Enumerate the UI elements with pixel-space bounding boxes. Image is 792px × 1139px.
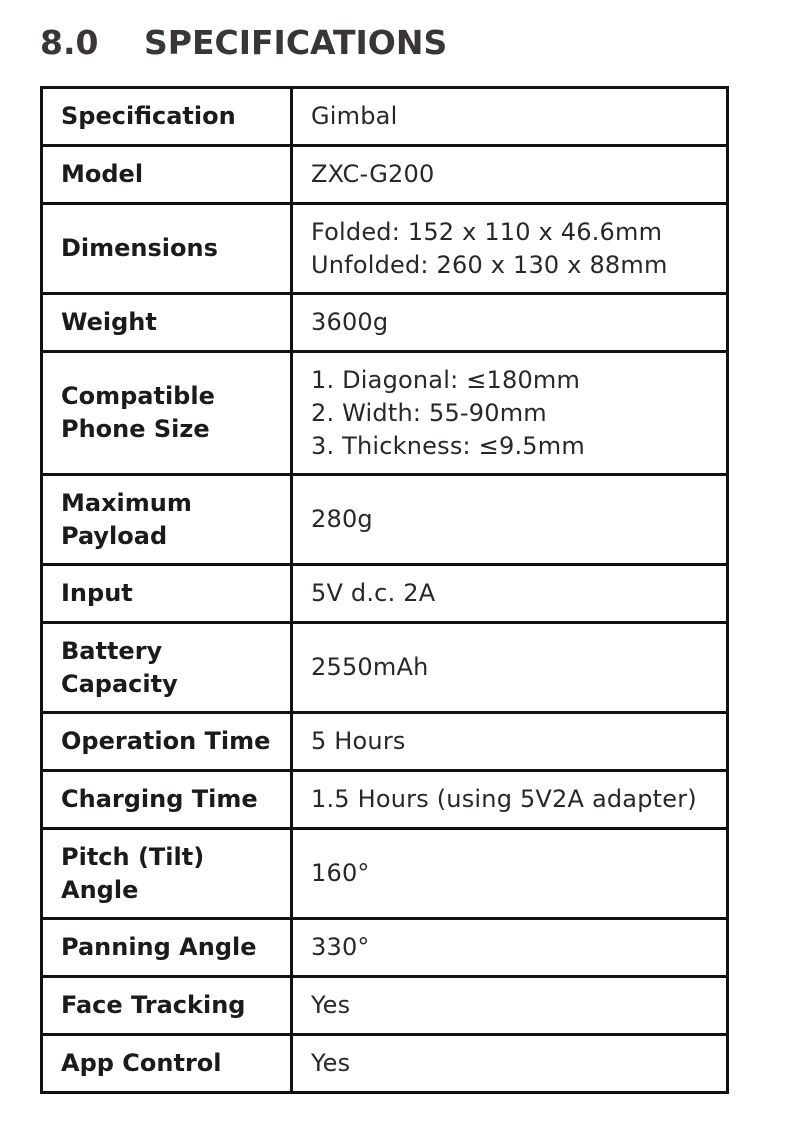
row-value: 1. Diagonal: ≤180mm 2. Width: 55-90mm 3. Thickness: ≤9.5mm bbox=[292, 352, 728, 475]
specifications-table bbox=[40, 86, 729, 1094]
row-value: Gimbal bbox=[292, 88, 728, 146]
section-title: SPECIFICATIONS bbox=[144, 23, 448, 62]
table-row bbox=[42, 565, 728, 623]
row-value: Yes bbox=[292, 977, 728, 1035]
row-label: App Control bbox=[42, 1035, 292, 1093]
table-row bbox=[42, 713, 728, 771]
row-value: 280g bbox=[292, 475, 728, 565]
table-row bbox=[42, 204, 728, 294]
row-value: 3600g bbox=[292, 294, 728, 352]
row-label: Maximum Payload bbox=[42, 475, 292, 565]
row-label: Compatible Phone Size bbox=[42, 352, 292, 475]
row-label: Panning Angle bbox=[42, 919, 292, 977]
row-value: 330° bbox=[292, 919, 728, 977]
row-label: Weight bbox=[42, 294, 292, 352]
row-value: Folded: 152 x 110 x 46.6mm Unfolded: 260 x 130 x 88mm bbox=[292, 204, 728, 294]
row-label: Model bbox=[42, 146, 292, 204]
table-row bbox=[42, 88, 728, 146]
row-value: 1.5 Hours (using 5V2A adapter) bbox=[292, 771, 728, 829]
section-number: 8.0 bbox=[40, 23, 99, 62]
row-label: Charging Time bbox=[42, 771, 292, 829]
table-row bbox=[42, 1035, 728, 1093]
table-row bbox=[42, 352, 728, 475]
row-label: Input bbox=[42, 565, 292, 623]
table-row bbox=[42, 771, 728, 829]
table-row bbox=[42, 146, 728, 204]
row-label: Specification bbox=[42, 88, 292, 146]
row-label: Pitch (Tilt) Angle bbox=[42, 829, 292, 919]
row-label: Battery Capacity bbox=[42, 623, 292, 713]
row-label: Face Tracking bbox=[42, 977, 292, 1035]
row-value: ZXC-G200 bbox=[292, 146, 728, 204]
row-value: 160° bbox=[292, 829, 728, 919]
row-value: Yes bbox=[292, 1035, 728, 1093]
row-value: 2550mAh bbox=[292, 623, 728, 713]
table-row bbox=[42, 977, 728, 1035]
table-row bbox=[42, 475, 728, 565]
row-label: Dimensions bbox=[42, 204, 292, 294]
row-value: 5V d.c. 2A bbox=[292, 565, 728, 623]
table-row bbox=[42, 919, 728, 977]
row-label: Operation Time bbox=[42, 713, 292, 771]
table-row bbox=[42, 829, 728, 919]
table-row bbox=[42, 294, 728, 352]
section-heading bbox=[40, 20, 447, 66]
table-row bbox=[42, 623, 728, 713]
row-value: 5 Hours bbox=[292, 713, 728, 771]
